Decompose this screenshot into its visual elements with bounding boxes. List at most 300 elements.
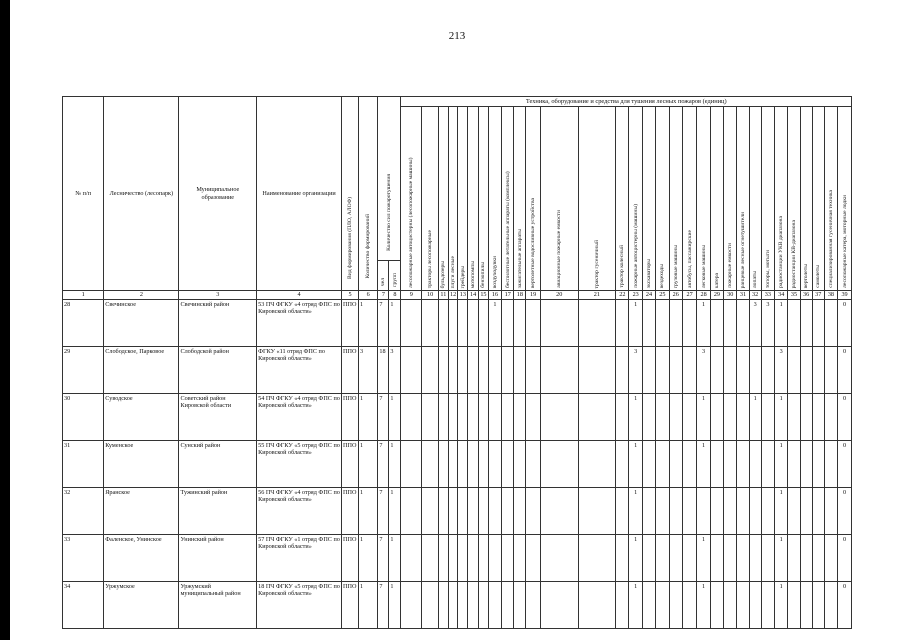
equipment-cell xyxy=(526,535,541,582)
table-row xyxy=(63,441,852,488)
column-number: 22 xyxy=(616,291,629,300)
equipment-cell xyxy=(788,300,800,347)
row-number: 34 xyxy=(63,582,104,629)
column-number: 7 xyxy=(378,291,389,300)
equipment-cell: 1 xyxy=(697,300,710,347)
col-header-equipment-item xyxy=(458,107,468,291)
equipment-cell xyxy=(749,441,761,488)
equipment-cell xyxy=(502,488,514,535)
column-number: 33 xyxy=(761,291,774,300)
equipment-cell: 1 xyxy=(629,488,642,535)
col-header-firefighters xyxy=(378,97,401,261)
column-number: 36 xyxy=(800,291,812,300)
equipment-cell xyxy=(710,582,723,629)
equipment-cell xyxy=(479,535,489,582)
equipment-cell xyxy=(656,300,669,347)
equipment-cell xyxy=(439,535,449,582)
equipment-cell xyxy=(669,441,682,488)
col-header-equipment-item xyxy=(761,107,774,291)
equipment-cell xyxy=(422,347,439,394)
equipment-cell: 1 xyxy=(775,535,788,582)
equipment-label: мотопомпы xyxy=(470,260,477,288)
equipment-cell xyxy=(458,347,468,394)
col-header-equipment-item xyxy=(448,107,458,291)
equipment-label: специализированная гусеничная техника xyxy=(827,190,834,288)
row-municipality: Слободской район xyxy=(179,347,257,394)
equipment-cell xyxy=(540,582,578,629)
equipment-label: трактор гусеничный xyxy=(593,239,600,288)
column-number: 3 xyxy=(179,291,257,300)
equipment-cell: 1 xyxy=(629,582,642,629)
equipment-cell xyxy=(616,394,629,441)
equipment-cell xyxy=(458,582,468,629)
equipment-cell: 1 xyxy=(697,394,710,441)
column-number: 19 xyxy=(526,291,541,300)
column-number: 30 xyxy=(724,291,737,300)
equipment-cell xyxy=(800,347,812,394)
row-organization: 55 ПЧ ФГКУ «5 отряд ФПС по Кировской области» xyxy=(257,441,342,488)
equipment-cell xyxy=(682,535,697,582)
equipment-label: зажигательные аппараты xyxy=(516,228,523,288)
col-header-formation-type xyxy=(342,97,359,291)
equipment-cell xyxy=(800,300,812,347)
row-formation-type: ППО xyxy=(342,582,359,629)
row-municipality: Советский район Кировской области xyxy=(179,394,257,441)
equipment-label: тракторы лесопожарные xyxy=(427,229,434,288)
equipment-cell: 0 xyxy=(838,535,852,582)
equipment-cell: 1 xyxy=(697,582,710,629)
equipment-cell: 1 xyxy=(749,394,761,441)
equipment-cell xyxy=(578,347,616,394)
row-municipality: Унинский район xyxy=(179,535,257,582)
row-number: 28 xyxy=(63,300,104,347)
equipment-cell xyxy=(448,300,458,347)
equipment-cell xyxy=(824,535,837,582)
equipment-cell xyxy=(669,535,682,582)
equipment-cell xyxy=(669,488,682,535)
equipment-cell xyxy=(824,488,837,535)
equipment-cell xyxy=(448,582,458,629)
col-header-people xyxy=(378,261,389,291)
row-groups: 1 xyxy=(389,535,401,582)
col-header-equipment-item xyxy=(642,107,655,291)
equipment-cell xyxy=(514,582,526,629)
equipment-cell xyxy=(710,347,723,394)
equipment-cell xyxy=(468,347,479,394)
equipment-cell xyxy=(749,535,761,582)
column-number: 34 xyxy=(775,291,788,300)
col-header-equipment-item xyxy=(514,107,526,291)
equipment-cell xyxy=(479,441,489,488)
col-header-equipment-item xyxy=(616,107,629,291)
equipment-cell xyxy=(710,300,723,347)
equipment-cell xyxy=(761,535,774,582)
equipment-cell xyxy=(812,535,824,582)
col-header-equipment-item xyxy=(682,107,697,291)
equipment-cell xyxy=(710,441,723,488)
equipment-label: лопаты xyxy=(752,270,759,288)
equipment-cell: 1 xyxy=(629,441,642,488)
equipment-cell xyxy=(656,535,669,582)
col-header-equipment-item xyxy=(669,107,682,291)
row-forestry: Слободское, Парковое xyxy=(104,347,179,394)
column-number: 16 xyxy=(488,291,501,300)
row-groups: 3 xyxy=(389,347,401,394)
equipment-cell: 1 xyxy=(629,300,642,347)
column-number: 9 xyxy=(401,291,422,300)
equipment-cell xyxy=(439,488,449,535)
equipment-cell xyxy=(749,582,761,629)
equipment-cell: 0 xyxy=(838,347,852,394)
equipment-cell xyxy=(749,347,761,394)
row-formation-count: 1 xyxy=(359,488,378,535)
col-header-equipment-item xyxy=(540,107,578,291)
column-number: 5 xyxy=(342,291,359,300)
equipment-cell xyxy=(788,394,800,441)
equipment-cell xyxy=(724,394,737,441)
equipment-cell xyxy=(669,347,682,394)
equipment-cell xyxy=(458,394,468,441)
column-number: 10 xyxy=(422,291,439,300)
row-groups: 1 xyxy=(389,582,401,629)
equipment-cell: 1 xyxy=(775,488,788,535)
equipment-cell xyxy=(724,488,737,535)
column-number: 1 xyxy=(63,291,104,300)
equipment-cell xyxy=(422,488,439,535)
row-people: 7 xyxy=(378,488,389,535)
col-header-equipment-item xyxy=(697,107,710,291)
equipment-cell xyxy=(642,488,655,535)
row-forestry: Куменское xyxy=(104,441,179,488)
equipment-label: автобусы, пассажирские xyxy=(686,230,693,288)
equipment-cell xyxy=(642,394,655,441)
column-number: 31 xyxy=(737,291,749,300)
col-header-equipment-item xyxy=(824,107,837,291)
row-municipality: Уржумский муниципальный район xyxy=(179,582,257,629)
equipment-cell: 1 xyxy=(775,300,788,347)
equipment-cell xyxy=(468,582,479,629)
col-header-equipment-item xyxy=(812,107,824,291)
row-forestry: Фаленское, Унинское xyxy=(104,535,179,582)
equipment-cell xyxy=(724,582,737,629)
column-number: 32 xyxy=(749,291,761,300)
col-header-equipment-item xyxy=(468,107,479,291)
equipment-cell xyxy=(616,347,629,394)
scan-edge-bar xyxy=(0,0,10,640)
equipment-cell xyxy=(737,582,749,629)
equipment-cell: 1 xyxy=(697,535,710,582)
equipment-cell xyxy=(578,394,616,441)
equipment-cell xyxy=(401,394,422,441)
equipment-cell xyxy=(526,347,541,394)
equipment-cell xyxy=(458,535,468,582)
row-groups: 1 xyxy=(389,488,401,535)
equipment-cell xyxy=(514,394,526,441)
table-row xyxy=(63,300,852,347)
equipment-cell xyxy=(540,535,578,582)
forest-fire-resources-table xyxy=(62,96,852,629)
col-header-equipment-item xyxy=(439,107,449,291)
equipment-cell xyxy=(540,394,578,441)
row-formation-count: 3 xyxy=(359,347,378,394)
equipment-cell xyxy=(540,488,578,535)
column-number: 39 xyxy=(838,291,852,300)
equipment-cell xyxy=(682,488,697,535)
col-header-equipment-item xyxy=(656,107,669,291)
equipment-cell xyxy=(812,582,824,629)
column-number: 13 xyxy=(459,291,466,299)
row-groups: 1 xyxy=(389,441,401,488)
equipment-cell xyxy=(502,582,514,629)
col-header-equipment-item xyxy=(488,107,501,291)
equipment-cell xyxy=(737,394,749,441)
row-formation-count: 1 xyxy=(359,582,378,629)
col-header-firefighters-text: Количество сил пожаротушения xyxy=(386,173,393,251)
row-forestry: Яранское xyxy=(104,488,179,535)
equipment-cell xyxy=(422,535,439,582)
row-people: 7 xyxy=(378,535,389,582)
equipment-cell xyxy=(439,582,449,629)
equipment-label: радиостанции КВ-диапазона xyxy=(790,219,797,288)
row-organization: ФГКУ «11 отряд ФПС по Кировской области» xyxy=(257,347,342,394)
equipment-label: трактор колесный xyxy=(619,245,626,288)
equipment-cell: 3 xyxy=(749,300,761,347)
page-number: 213 xyxy=(448,30,466,42)
column-number: 6 xyxy=(359,291,378,300)
equipment-label: плуги лесные xyxy=(450,255,457,288)
equipment-cell xyxy=(526,488,541,535)
column-number: 4 xyxy=(257,291,342,300)
row-people: 18 xyxy=(378,347,389,394)
row-municipality: Тужинский район xyxy=(179,488,257,535)
column-number: 27 xyxy=(682,291,697,300)
row-organization: 57 ПЧ ФГКУ «1 отряд ФПС по Кировской области» xyxy=(257,535,342,582)
equipment-cell: 3 xyxy=(629,347,642,394)
equipment-cell xyxy=(788,535,800,582)
col-header-forestry: Лесничество (лесопарк) xyxy=(104,97,179,291)
equipment-cell xyxy=(724,300,737,347)
row-municipality: Свечинский район xyxy=(179,300,257,347)
col-header-equipment-item xyxy=(710,107,723,291)
column-numbers-row xyxy=(63,291,852,300)
equipment-cell: 1 xyxy=(775,394,788,441)
equipment-label: вертолетные водосливные устройства xyxy=(530,197,537,288)
table-row xyxy=(63,488,852,535)
equipment-cell xyxy=(724,535,737,582)
equipment-cell xyxy=(788,582,800,629)
equipment-cell xyxy=(682,300,697,347)
equipment-cell xyxy=(448,394,458,441)
equipment-cell: 0 xyxy=(838,488,852,535)
row-people: 7 xyxy=(378,582,389,629)
col-header-equipment-item xyxy=(775,107,788,291)
equipment-label: экскаваторы xyxy=(646,258,652,288)
col-header-equipment-item xyxy=(578,107,616,291)
row-formation-type: ППО xyxy=(342,535,359,582)
row-formation-count: 1 xyxy=(359,441,378,488)
equipment-cell xyxy=(439,347,449,394)
equipment-cell xyxy=(514,535,526,582)
equipment-cell xyxy=(502,535,514,582)
col-header-formation-type-text: Вид формирования (ПЛО, АЛОФ) xyxy=(347,196,354,279)
equipment-cell xyxy=(737,535,749,582)
col-header-equipment-item xyxy=(479,107,489,291)
equipment-cell xyxy=(616,535,629,582)
column-number: 35 xyxy=(788,291,800,300)
equipment-cell xyxy=(439,394,449,441)
equipment-cell xyxy=(812,347,824,394)
equipment-cell xyxy=(642,582,655,629)
equipment-cell xyxy=(468,488,479,535)
equipment-label: лесопожарные катера, моторные лодки xyxy=(841,195,848,288)
equipment-cell xyxy=(669,394,682,441)
equipment-cell xyxy=(439,441,449,488)
equipment-cell xyxy=(422,300,439,347)
equipment-cell xyxy=(514,488,526,535)
equipment-cell xyxy=(710,535,723,582)
column-number: 17 xyxy=(502,291,514,300)
row-number: 29 xyxy=(63,347,104,394)
col-header-equipment-item xyxy=(502,107,514,291)
equipment-cell: 3 xyxy=(761,300,774,347)
equipment-cell xyxy=(812,441,824,488)
row-formation-type: ППО xyxy=(342,394,359,441)
equipment-cell xyxy=(642,441,655,488)
row-forestry: Суводское xyxy=(104,394,179,441)
equipment-cell xyxy=(642,300,655,347)
equipment-cell xyxy=(479,347,489,394)
equipment-cell xyxy=(656,441,669,488)
column-number: 8 xyxy=(389,291,401,300)
equipment-cell xyxy=(526,300,541,347)
equipment-cell xyxy=(724,441,737,488)
row-municipality: Сунский район xyxy=(179,441,257,488)
col-header-equipment: Техника, оборудование и средства для тушения лесных пожаров (единиц) xyxy=(401,97,852,107)
equipment-cell xyxy=(800,582,812,629)
table-row xyxy=(63,347,852,394)
equipment-cell xyxy=(616,441,629,488)
row-formation-count: 1 xyxy=(359,300,378,347)
row-groups: 1 xyxy=(389,394,401,441)
equipment-cell xyxy=(468,441,479,488)
equipment-cell xyxy=(468,300,479,347)
equipment-cell xyxy=(401,441,422,488)
equipment-cell xyxy=(669,300,682,347)
equipment-cell: 1 xyxy=(629,394,642,441)
column-number: 21 xyxy=(578,291,616,300)
equipment-cell xyxy=(812,300,824,347)
equipment-cell: 0 xyxy=(838,582,852,629)
equipment-cell xyxy=(642,535,655,582)
row-formation-count: 1 xyxy=(359,535,378,582)
equipment-cell xyxy=(401,535,422,582)
col-header-no: № п/п xyxy=(63,97,104,291)
col-header-groups-text: групп xyxy=(391,272,398,287)
equipment-cell xyxy=(824,582,837,629)
equipment-cell: 3 xyxy=(697,347,710,394)
equipment-cell xyxy=(448,441,458,488)
equipment-cell xyxy=(824,441,837,488)
equipment-cell xyxy=(468,535,479,582)
equipment-cell xyxy=(642,347,655,394)
col-header-equipment-item xyxy=(724,107,737,291)
equipment-cell: 0 xyxy=(838,441,852,488)
equipment-label: воздуходувки xyxy=(491,255,498,288)
equipment-cell xyxy=(616,300,629,347)
row-number: 30 xyxy=(63,394,104,441)
equipment-cell xyxy=(788,441,800,488)
equipment-cell xyxy=(761,582,774,629)
col-header-equipment-item xyxy=(629,107,642,291)
equipment-cell xyxy=(710,488,723,535)
column-number: 38 xyxy=(824,291,837,300)
equipment-cell xyxy=(401,488,422,535)
equipment-cell xyxy=(669,582,682,629)
row-organization: 56 ПЧ ФГКУ «4 отряд ФПС по Кировской области» xyxy=(257,488,342,535)
equipment-cell xyxy=(448,488,458,535)
equipment-cell xyxy=(824,347,837,394)
equipment-cell xyxy=(488,582,501,629)
header-row xyxy=(63,97,852,107)
equipment-cell xyxy=(800,488,812,535)
equipment-cell xyxy=(824,300,837,347)
column-number: 12 xyxy=(450,291,457,299)
equipment-cell xyxy=(448,347,458,394)
equipment-cell xyxy=(656,488,669,535)
equipment-cell xyxy=(824,394,837,441)
equipment-cell xyxy=(800,535,812,582)
equipment-label: авиационные пожарные емкости xyxy=(556,210,563,288)
column-number: 26 xyxy=(669,291,682,300)
equipment-cell: 1 xyxy=(775,582,788,629)
equipment-cell xyxy=(514,441,526,488)
col-header-groups xyxy=(389,261,401,291)
equipment-cell xyxy=(479,488,489,535)
equipment-label: грузовые машины xyxy=(672,244,679,288)
equipment-cell xyxy=(812,394,824,441)
column-number: 20 xyxy=(540,291,578,300)
equipment-cell xyxy=(682,582,697,629)
row-organization: 53 ПЧ ФГКУ «4 отряд ФПС по Кировской области» xyxy=(257,300,342,347)
column-number: 15 xyxy=(480,291,487,299)
equipment-cell: 3 xyxy=(775,347,788,394)
col-header-formation-count xyxy=(359,97,378,291)
equipment-label: пожарные автоцистерны (машины) xyxy=(632,204,639,288)
equipment-cell xyxy=(682,441,697,488)
equipment-cell xyxy=(422,441,439,488)
table-row xyxy=(63,582,852,629)
equipment-cell xyxy=(514,300,526,347)
equipment-cell xyxy=(724,347,737,394)
equipment-cell xyxy=(737,347,749,394)
row-organization: 18 ПЧ ФГКУ «5 отряд ФПС по Кировской области» xyxy=(257,582,342,629)
equipment-label: топоры, мотыги xyxy=(764,249,771,288)
equipment-cell xyxy=(458,441,468,488)
equipment-cell xyxy=(761,441,774,488)
col-header-municipality: Муниципальное образование xyxy=(179,97,257,291)
equipment-cell xyxy=(488,394,501,441)
equipment-cell xyxy=(439,300,449,347)
equipment-cell xyxy=(488,347,501,394)
equipment-cell xyxy=(540,347,578,394)
equipment-cell xyxy=(526,582,541,629)
equipment-cell xyxy=(526,394,541,441)
equipment-label: пожарные емкости xyxy=(727,243,734,288)
row-formation-type: ППО xyxy=(342,488,359,535)
column-number: 18 xyxy=(514,291,526,300)
equipment-cell xyxy=(468,394,479,441)
equipment-cell: 1 xyxy=(488,300,501,347)
